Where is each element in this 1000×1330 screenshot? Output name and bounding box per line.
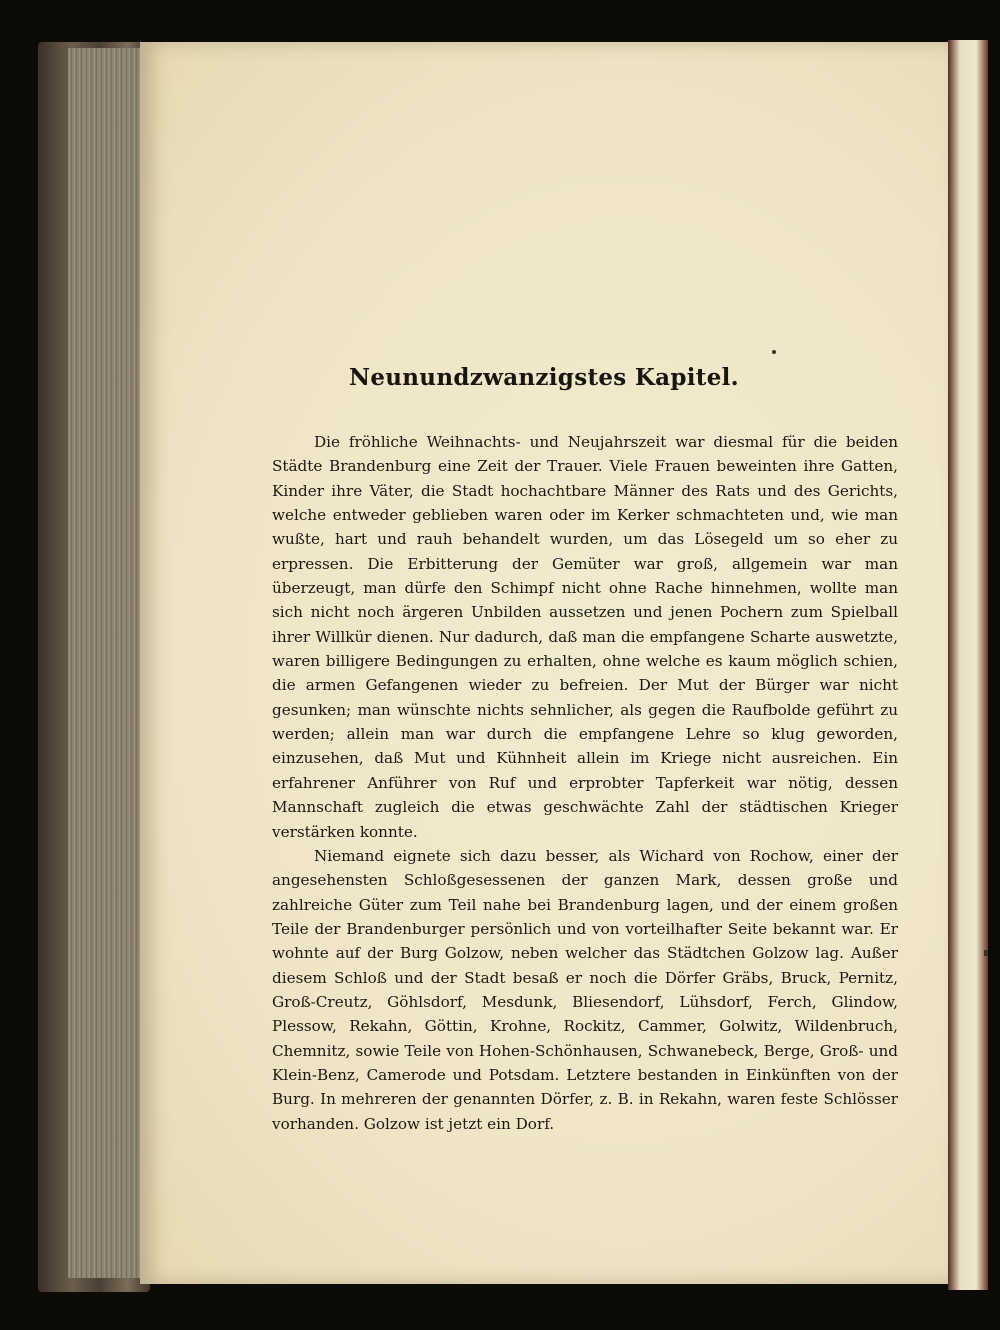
page-edges [68, 48, 146, 1278]
chapter-body [272, 430, 898, 1136]
facing-page-edge [948, 40, 988, 1290]
ink-speck [984, 950, 988, 956]
ink-speck [772, 350, 776, 354]
paragraph-2: Niemand eignete sich dazu besser, als Wichard von Rochow, einer der angesehensten Schloßgesessenen der ganzen Mark, dessen große und zahlreiche Güter zum Teil nahe bei Brandenburg lagen, und der einem großen Teile der Brandenburger persönlich und von vorteilhafter Seite bekannt war. Er wohnte auf der Burg Golzow, neben welcher das Städtchen Golzow lag. Außer diesem Schloß und der Stadt besaß er noch die Dörfer Gräbs, Bruck, Pernitz, Groß-Creutz, Göhlsdorf, Mesdunk, Bliesendorf, Lühsdorf, Ferch, Glindow, Plessow, Rekahn, Göttin, Krohne, Rockitz, Cammer, Golwitz, Wildenbruch, Chemnitz, sowie Teile von Hohen-Schönhausen, Schwanebeck, Berge, Groß- und Klein-Benz, Camerode und Potsdam. Letztere bestanden in Einkünften von der Burg. In mehreren der genannten Dörfer, z. B. in Rekahn, waren feste Schlösser vorhanden. Golzow ist jetzt ein Dorf. [272, 846, 898, 1133]
chapter-heading: Neunundzwanzigstes Kapitel. [349, 364, 739, 391]
paragraph-1: Die fröhliche Weihnachts- und Neujahrszeit war diesmal für die beiden Städte Brandenburg eine Zeit der Trauer. Viele Frauen beweinten ihre Gatten, Kinder ihre Väter, die Stadt hochachtbare Männer des Rats und des Gerichts, welche entweder geblieben waren oder im Kerker schmachteten und, wie man wußte, hart und rauh behandelt wurden, um das Lösegeld um so eher zu erpressen. Die Erbitterung der Gemüter war groß, allgemein war man überzeugt, man dürfe den Schimpf nicht ohne Rache hinnehmen, wollte man sich nicht noch ärgeren Unbilden aussetzen und jenen Pochern zum Spielball ihrer Willkür dienen. Nur dadurch, daß man die empfangene Scharte auswetzte, waren billigere Bedingungen zu erhalten, ohne welche es kaum möglich schien, die armen Gefangenen wieder zu befreien. Der Mut der Bürger war nicht gesunken; man wünschte nichts sehnlicher, als gegen die Raufbolde geführt zu werden; allein man war durch die empfangene Lehre so klug geworden, einzusehen, daß Mut und Kühnheit allein im Kriege nicht ausreichen. Ein erfahrener Anführer von Ruf und erprobter Tapferkeit war nötig, dessen Mannschaft zugleich die etwas geschwächte Zahl der städtischen Krieger verstärken konnte. [272, 433, 898, 841]
